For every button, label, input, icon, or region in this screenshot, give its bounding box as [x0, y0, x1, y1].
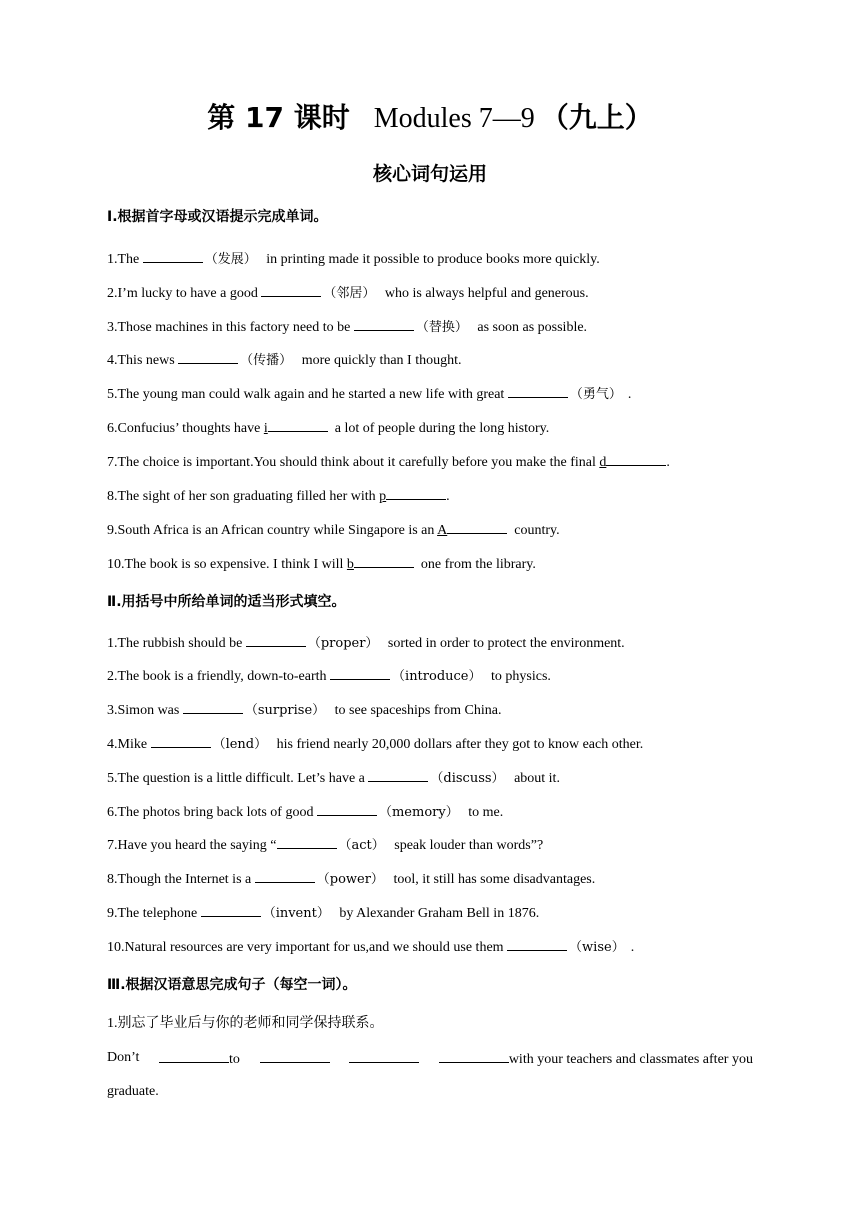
answer-blank[interactable] [261, 281, 321, 297]
title-prefix: 第 17 课时 [207, 101, 350, 134]
s1-item-5-after: . [627, 387, 632, 402]
s1-item-2-after: who is always helpful and generous. [384, 286, 589, 301]
s3-item-1-word-dont: Don’t [107, 1050, 140, 1065]
s1-item-10 [107, 552, 753, 576]
s1-item-5 [107, 382, 753, 406]
answer-blank[interactable] [178, 348, 238, 364]
s1-item-1-before: 1.The [107, 252, 140, 267]
s2-item-8-after: tool, it still has some disadvantages. [393, 872, 596, 887]
s1-item-10-after: one from the library. [420, 557, 536, 572]
s2-item-7-before: 7.Have you heard the saying “ [107, 838, 277, 853]
s2-item-6 [107, 800, 753, 824]
answer-blank[interactable] [201, 901, 261, 917]
page-subtitle: 核心词句运用 [372, 163, 487, 185]
s2-item-10-hint: （wise） [569, 940, 625, 955]
s1-item-10-before: 10.The book is so expensive. I think I will [107, 557, 344, 572]
s1-item-1-hint: （发展） [204, 252, 257, 267]
s1-item-4-hint: （传播） [240, 353, 293, 368]
answer-blank[interactable] [151, 732, 211, 748]
s1-item-10-initial: b [346, 557, 354, 572]
s1-item-6-after: a lot of people during the long history. [334, 421, 550, 436]
s1-item-2-before: 2.I’m lucky to have a good [107, 286, 258, 301]
s1-item-8-initial: p [379, 489, 387, 504]
s2-item-2-after: to physics. [491, 669, 551, 684]
s1-item-8-after: . [446, 489, 450, 504]
answer-blank[interactable] [606, 450, 666, 466]
answer-blank[interactable] [268, 416, 328, 432]
answer-blank[interactable] [183, 698, 243, 714]
s2-item-10-after: . [630, 940, 635, 955]
s2-item-10-before: 10.Natural resources are very important for us,and we should use them [107, 940, 504, 955]
s2-item-2-before: 2.The book is a friendly, down-to-earth [107, 669, 327, 684]
s1-item-9-after: country. [514, 523, 560, 538]
s1-item-4-before: 4.This news [107, 353, 175, 368]
s2-item-4-after: his friend nearly 20,000 dollars after they got to know each other. [276, 737, 644, 752]
s1-item-9-initial: A [437, 523, 448, 538]
answer-blank[interactable] [349, 1047, 419, 1063]
title-suffix: （九上） [540, 101, 653, 134]
answer-blank[interactable] [330, 664, 390, 680]
s2-item-2 [107, 664, 753, 688]
answer-blank[interactable] [354, 552, 414, 568]
s1-item-9 [107, 518, 753, 542]
s1-item-3-after: as soon as possible. [477, 320, 588, 335]
s1-item-7-before: 7.The choice is important.You should think about it carefully before you make the final [107, 455, 596, 470]
answer-blank[interactable] [354, 315, 414, 331]
s1-item-7 [107, 450, 753, 474]
s2-item-2-hint: （introduce） [392, 669, 482, 684]
s2-item-4-before: 4.Mike [107, 737, 148, 752]
answer-blank[interactable] [386, 484, 446, 500]
s1-item-6-before: 6.Confucius’ thoughts have [107, 421, 261, 436]
s2-item-3-before: 3.Simon was [107, 703, 180, 718]
s2-item-6-after: to me. [468, 805, 504, 820]
answer-blank[interactable] [159, 1047, 229, 1063]
s2-item-8-hint: （power） [316, 872, 384, 887]
s1-item-6 [107, 416, 753, 440]
s3-item-1-word-with: with your teachers and classmates after you [508, 1052, 753, 1067]
answer-blank[interactable] [507, 935, 567, 951]
s2-item-7-hint: （act） [338, 838, 385, 853]
s2-item-1-before: 1.The rubbish should be [107, 636, 243, 651]
title-modules: Modules 7—9 [373, 103, 535, 134]
s2-item-5-hint: （discuss） [430, 771, 505, 786]
s1-item-4-after: more quickly than I thought. [301, 353, 462, 368]
s2-item-3-after: to see spaceships from China. [334, 703, 502, 718]
s2-item-6-hint: （memory） [378, 805, 459, 820]
s2-item-1-hint: （proper） [307, 636, 379, 651]
s1-item-2 [107, 281, 753, 305]
answer-blank[interactable] [368, 766, 428, 782]
s3-item-1-continuation: graduate. [107, 1084, 159, 1099]
s2-item-1-after: sorted in order to protect the environment. [387, 636, 625, 651]
answer-blank[interactable] [439, 1047, 509, 1063]
s2-item-10 [107, 935, 753, 959]
s1-item-1 [107, 247, 753, 271]
answer-blank[interactable] [143, 247, 203, 263]
answer-blank[interactable] [255, 867, 315, 883]
answer-blank[interactable] [277, 833, 337, 849]
answer-blank[interactable] [508, 382, 568, 398]
s2-item-5-before: 5.The question is a little difficult. Let’s have a [107, 771, 365, 786]
s2-item-9-after: by Alexander Graham Bell in 1876. [339, 906, 540, 921]
s2-item-9-hint: （invent） [262, 906, 330, 921]
s3-item-1-english [107, 1047, 753, 1071]
answer-blank[interactable] [317, 800, 377, 816]
s1-item-4 [107, 348, 753, 372]
s2-item-4-hint: （lend） [212, 737, 268, 752]
s2-item-8 [107, 867, 753, 891]
s1-item-3-hint: （替换） [415, 320, 468, 335]
s1-item-7-after: . [666, 455, 670, 470]
s2-item-9 [107, 901, 753, 925]
section-2-heading: Ⅱ.用括号中所给单词的适当形式填空。 [107, 594, 346, 610]
s2-item-7-after: speak louder than words”? [394, 838, 544, 853]
s1-item-7-initial: d [599, 455, 607, 470]
s2-item-3 [107, 698, 753, 722]
answer-blank[interactable] [260, 1047, 330, 1063]
answer-blank[interactable] [447, 518, 507, 534]
s1-item-1-after: in printing made it possible to produce books more quickly. [266, 252, 600, 267]
s2-item-8-before: 8.Though the Internet is a [107, 872, 252, 887]
s2-item-5-after: about it. [514, 771, 560, 786]
page-title [0, 98, 860, 139]
s1-item-2-hint: （邻居） [323, 286, 376, 301]
s2-item-5 [107, 766, 753, 790]
s2-item-6-before: 6.The photos bring back lots of good [107, 805, 314, 820]
s1-item-9-before: 9.South Africa is an African country while Singapore is an [107, 523, 435, 538]
s1-item-3-before: 3.Those machines in this factory need to be [107, 320, 351, 335]
s3-item-1-word-to: to [229, 1052, 240, 1067]
s1-item-5-hint: （勇气） [569, 387, 622, 402]
s1-item-8 [107, 484, 753, 508]
s2-item-7 [107, 833, 753, 857]
s1-item-8-before: 8.The sight of her son graduating filled her with [107, 489, 376, 504]
answer-blank[interactable] [246, 631, 306, 647]
s1-item-5-before: 5.The young man could walk again and he started a new life with great [107, 387, 505, 402]
section-1-heading: Ⅰ.根据首字母或汉语提示完成单词。 [107, 209, 328, 225]
s1-item-3 [107, 315, 753, 339]
section-3-heading: Ⅲ.根据汉语意思完成句子（每空一词）。 [107, 977, 357, 993]
s2-item-3-hint: （surprise） [244, 703, 326, 718]
s1-item-6-initial: i [263, 421, 268, 436]
s2-item-9-before: 9.The telephone [107, 906, 198, 921]
s2-item-1 [107, 631, 753, 655]
s3-item-1-chinese: 1.别忘了毕业后与你的老师和同学保持联系。 [107, 1016, 384, 1031]
s2-item-4 [107, 732, 753, 756]
